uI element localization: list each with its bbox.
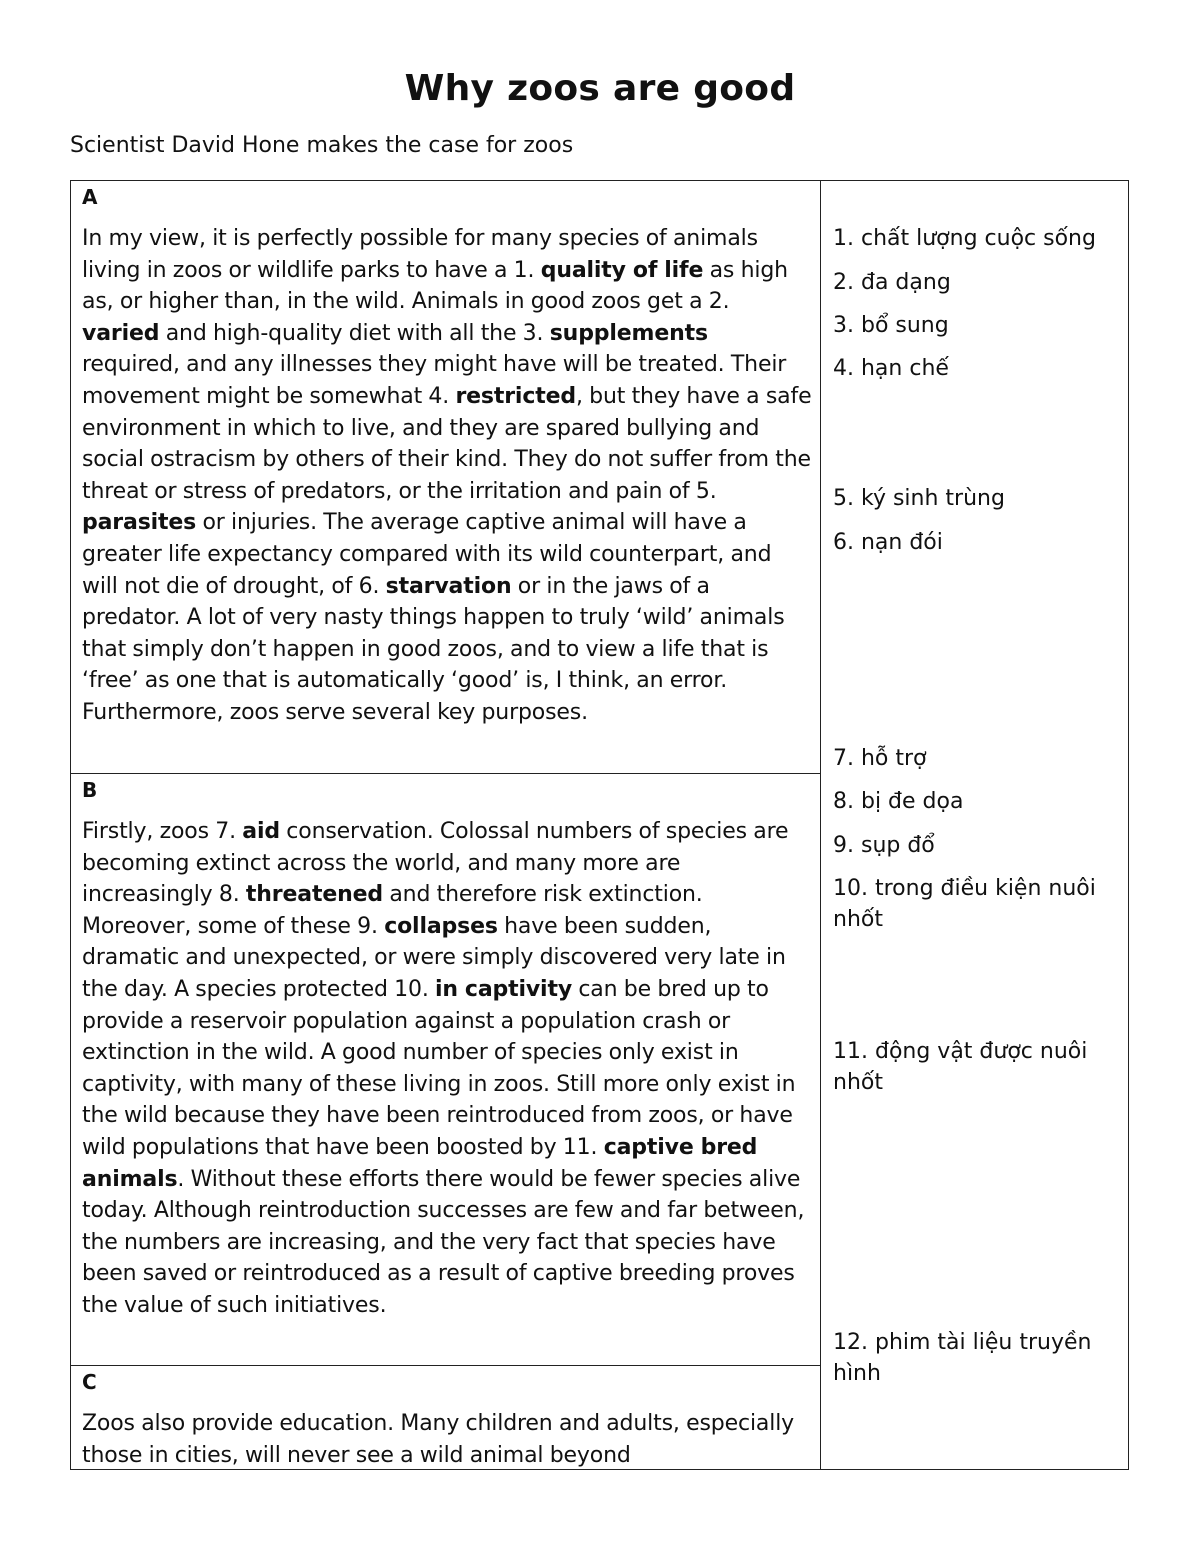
- text-run: can be bred up to provide a reservoir population against a population crash or extinction in the wild. A good number of species only exist in captivity, with many of these living in zoos. Still more only exist in the wild because they have been reintroduced from zoos, or have wild populations that have been boosted by 11.: [82, 976, 796, 1160]
- glossary-item: 12. phim tài liệu truyền hình: [833, 1330, 1092, 1386]
- text-run: or in the jaws of a predator. A lot of very nasty things happen to truly ‘wild’ animals that simply don’t happen in good zoos, and to view a life that is ‘free’ as one that is automatically ‘good’ is, I think, an error. Furthermore, zoos serve several key purposes.: [82, 573, 785, 725]
- glossary-item: 5. ký sinh trùng: [833, 486, 1005, 511]
- text-run: and high-quality diet with all the 3.: [159, 320, 550, 346]
- text-run: . Without these efforts there would be fewer species alive today. Although reintroduction successes are few and far between, the numbers are increasing, and the very fact that species have been saved or reintroduced as a result of captive breeding proves the value of such initiatives.: [82, 1166, 805, 1318]
- vocab-term: supplements: [549, 320, 708, 346]
- text-run: , but they have a safe environment in which to live, and they are spared bullying and social ostracism by others of their kind. They do not suffer from the threat or stress of predators, or the irritation and pain of 5.: [82, 383, 812, 504]
- document-subtitle: Scientist David Hone makes the case for zoos: [70, 133, 574, 158]
- glossary-item: 2. đa dạng: [833, 270, 951, 295]
- glossary-item: 9. sụp đổ: [833, 833, 935, 858]
- text-run: required, and any illnesses they might have will be treated. Their movement might be somewhat 4.: [82, 352, 787, 409]
- vocab-term: threatened: [245, 882, 383, 908]
- text-run: have been sudden, dramatic and unexpected, or were simply discovered very late in the day. A species protected 10.: [82, 913, 786, 1002]
- text-run: or injuries. The average captive animal will have a greater life expectancy compared with its wild counterpart, and will not die of drought, of 6.: [82, 510, 772, 599]
- glossary-item: 8. bị đe dọa: [833, 789, 964, 814]
- vocab-term: in captivity: [435, 976, 573, 1002]
- section-paragraph: [82, 816, 812, 1322]
- glossary-item: 3. bổ sung: [833, 313, 949, 338]
- glossary-item: 1. chất lượng cuộc sống: [833, 226, 1096, 251]
- column-divider: [820, 181, 821, 1469]
- text-run: conservation. Colossal numbers of species are becoming extinct across the world, and many more are increasingly 8.: [82, 819, 789, 908]
- vocab-term: collapses: [384, 913, 498, 939]
- vocab-term: restricted: [455, 383, 576, 409]
- text-run: as high as, or higher than, in the wild. Animals in good zoos get a 2.: [82, 257, 788, 315]
- section-letter: C: [82, 1370, 97, 1394]
- glossary-item: 4. hạn chế: [833, 356, 949, 381]
- vocab-term: starvation: [385, 573, 512, 599]
- section-letter: A: [82, 185, 98, 209]
- text-run: In my view, it is perfectly possible for many species of animals living in zoos or wildlife parks to have a 1.: [82, 226, 758, 283]
- row-divider: [71, 773, 821, 774]
- section-paragraph: [82, 1408, 812, 1471]
- text-run: Firstly, zoos 7.: [82, 819, 243, 844]
- vocab-term: quality of life: [540, 257, 704, 283]
- vocab-term: varied: [82, 320, 160, 346]
- document-title: Why zoos are good: [404, 68, 796, 109]
- glossary-item: 11. động vật được nuôi nhốt: [833, 1039, 1088, 1095]
- row-divider: [71, 1365, 821, 1366]
- section-paragraph: [82, 223, 812, 729]
- glossary-item: 10. trong điều kiện nuôi nhốt: [833, 876, 1096, 932]
- section-a: [82, 185, 812, 729]
- section-letter: B: [82, 778, 98, 802]
- text-run: and therefore risk extinction. Moreover, some of these 9.: [82, 882, 703, 939]
- glossary-item: 6. nạn đói: [833, 530, 943, 555]
- vocab-term: aid: [242, 819, 280, 844]
- glossary-item: 7. hỗ trợ: [833, 746, 927, 771]
- vocab-term: parasites: [82, 510, 197, 536]
- vocab-term: captive bred animals: [82, 1134, 758, 1192]
- section-c: [82, 1370, 812, 1471]
- section-b: [82, 778, 812, 1322]
- text-run: Zoos also provide education. Many children and adults, especially those in cities, will never see a wild animal beyond: [82, 1411, 795, 1468]
